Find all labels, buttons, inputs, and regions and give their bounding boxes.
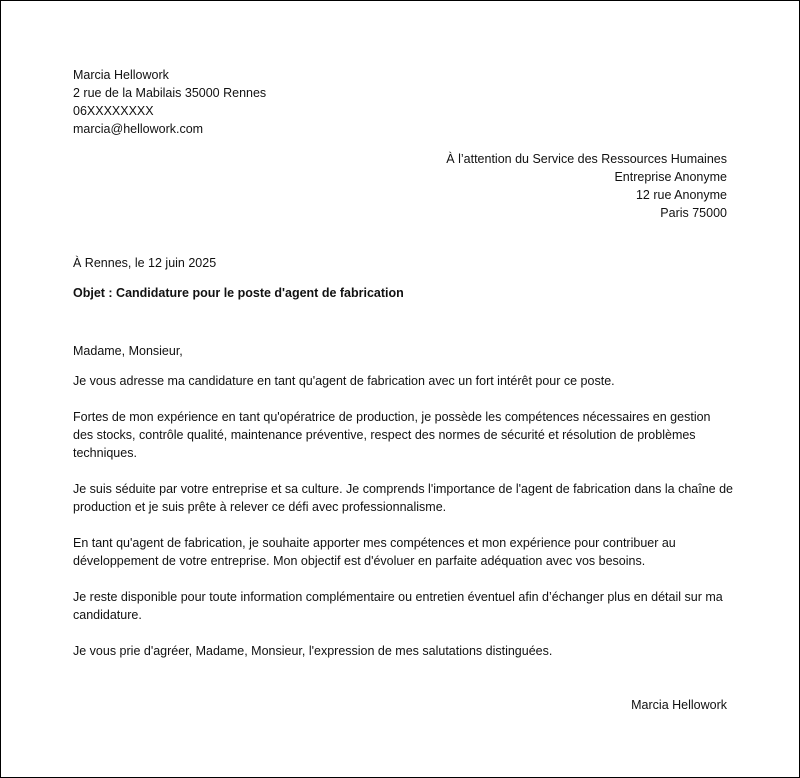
recipient-attention: À l’attention du Service des Ressources Humaines: [446, 152, 727, 166]
recipient-street: 12 rue Anonyme: [635, 188, 727, 202]
sender-address: 2 rue de la Mabilais 35000 Rennes: [73, 86, 267, 100]
body-paragraph-experience: Fortes de mon expérience en tant qu'opératrice de production, je possède les compétences nécessaires en gestion des stocks, contrôle qualité, maintenance préventive, respect des normes de sécurité et résolution de problèmes techniques.: [73, 410, 711, 460]
sender-phone: 06XXXXXXXX: [73, 104, 154, 118]
sender-name: Marcia Hellowork: [73, 68, 169, 82]
body-paragraph-motivation: Je suis séduite par votre entreprise et sa culture. Je comprends l'importance de l'agent de fabrication dans la chaîne de production et je suis prête à relever ce défi avec professionnalisme.: [73, 482, 734, 514]
body-paragraph-goals: En tant qu'agent de fabrication, je souhaite apporter mes compétences et mon expérience pour contribuer au développement de votre entreprise. Mon objectif est d'évoluer en parfaite adéquation avec vos besoins.: [73, 536, 676, 568]
letter-body: [73, 342, 733, 660]
greeting: Madame, Monsieur,: [73, 344, 183, 358]
body-paragraph-availability: Je reste disponible pour toute information complémentaire ou entretien éventuel afin d’échanger plus en détail sur ma candidature.: [73, 590, 723, 622]
recipient-city: Paris 75000: [660, 206, 727, 220]
subject-line: Objet : Candidature pour le poste d'agent de fabrication: [73, 286, 404, 300]
date-line: À Rennes, le 12 juin 2025: [73, 256, 217, 270]
recipient-company: Entreprise Anonyme: [614, 170, 727, 184]
body-paragraph-closing: Je vous prie d'agréer, Madame, Monsieur, l'expression de mes salutations distinguées.: [73, 644, 553, 658]
signature: Marcia Hellowork: [631, 698, 727, 712]
sender-block: [73, 66, 266, 138]
body-paragraph-intro: Je vous adresse ma candidature en tant qu'agent de fabrication avec un fort intérêt pour ce poste.: [73, 374, 615, 388]
recipient-block: [446, 150, 727, 222]
sender-email: marcia@hellowork.com: [73, 122, 204, 136]
